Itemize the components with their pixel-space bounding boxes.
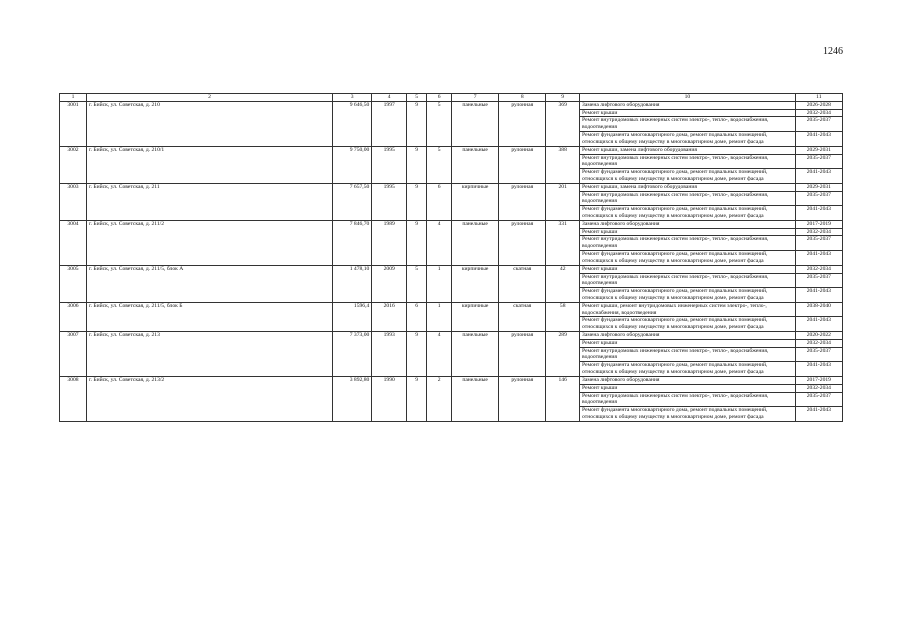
cell-address: г. Бийск, ул. Советская, д. 211 (86, 183, 332, 220)
table-row (60, 220, 843, 228)
column-header-3: 3 (332, 94, 371, 102)
table-row (60, 376, 843, 384)
cell-entrances: 4 (427, 332, 452, 377)
cell-work-period: 2020-2022 (795, 332, 842, 340)
column-header-8: 8 (499, 94, 546, 102)
cell-residents: 201 (546, 183, 580, 220)
cell-address: г. Бийск, ул. Советская, д. 211/2 (86, 220, 332, 265)
cell-address: г. Бийск, ул. Советская, д. 210/1 (86, 146, 332, 183)
cell-entrances: 1 (427, 302, 452, 331)
cell-area: 7 373,00 (332, 332, 371, 377)
table-row (60, 265, 843, 273)
table-row (60, 146, 843, 154)
cell-roof-type: рулонная (499, 376, 546, 421)
cell-residents: 331 (546, 220, 580, 265)
cell-work-type: Ремонт фундамента многоквартирного дома, ремонт подвальных помещений, относящихся к общему имуществу в многоквартирном доме, ремонт фасада (580, 251, 796, 266)
cell-work-period: 2041-2043 (795, 317, 842, 332)
cell-area: 1596,4 (332, 302, 371, 331)
cell-work-type: Ремонт фундамента многоквартирного дома, ремонт подвальных помещений, относящихся к общему имуществу в многоквартирном доме, ремонт фасада (580, 288, 796, 303)
column-header-6: 6 (427, 94, 452, 102)
cell-area: 1 478,10 (332, 265, 371, 302)
cell-work-type: Ремонт фундамента многоквартирного дома, ремонт подвальных помещений, относящихся к общему имуществу в многоквартирном доме, ремонт фасада (580, 407, 796, 422)
cell-roof-type: рулонная (499, 183, 546, 220)
cell-id: 3007 (60, 332, 87, 377)
cell-roof-type: скатная (499, 265, 546, 302)
cell-wall-material: панельные (452, 101, 499, 146)
cell-id: 3005 (60, 265, 87, 302)
cell-work-period: 2041-2043 (795, 206, 842, 221)
cell-entrances: 5 (427, 101, 452, 146)
cell-work-type: Ремонт фундамента многоквартирного дома, ремонт подвальных помещений, относящихся к общему имуществу в многоквартирном доме, ремонт фасада (580, 362, 796, 377)
cell-residents: 369 (546, 101, 580, 146)
cell-work-period: 2026-2028 (795, 101, 842, 109)
cell-work-period: 2032-2034 (795, 339, 842, 347)
cell-wall-material: кирпичные (452, 302, 499, 331)
cell-entrances: 1 (427, 265, 452, 302)
cell-work-period: 2041-2043 (795, 288, 842, 303)
cell-work-period: 2041-2043 (795, 169, 842, 184)
cell-floors: 9 (407, 376, 427, 421)
cell-work-period: 2029-2031 (795, 146, 842, 154)
cell-year: 2009 (372, 265, 407, 302)
cell-residents: 388 (546, 146, 580, 183)
column-header-11: 11 (795, 94, 842, 102)
cell-work-type: Ремонт внутридомовых инженерных систем электро-, тепло-, водоснабжения, водоотведения (580, 392, 796, 407)
table-header-row (60, 94, 843, 102)
cell-floors: 6 (407, 302, 427, 331)
cell-work-type: Ремонт фундамента многоквартирного дома, ремонт подвальных помещений, относящихся к общему имуществу в многоквартирном доме, ремонт фасада (580, 206, 796, 221)
cell-work-type: Ремонт внутридомовых инженерных систем электро-, тепло-, водоснабжения, водоотведения (580, 273, 796, 288)
column-header-7: 7 (452, 94, 499, 102)
cell-work-period: 2035-2037 (795, 236, 842, 251)
cell-floors: 9 (407, 146, 427, 183)
cell-residents: 289 (546, 332, 580, 377)
column-header-2: 2 (86, 94, 332, 102)
cell-address: г. Бийск, ул. Советская, д. 211/5, блок А (86, 265, 332, 302)
cell-work-period: 2032-2034 (795, 109, 842, 117)
cell-work-type: Ремонт крыши, ремонт внутридомовых инженерных систем электро-, тепло-, водоснабжения, водоотведения (580, 302, 796, 317)
cell-address: г. Бийск, ул. Советская, д. 213 (86, 332, 332, 377)
cell-work-period: 2035-2037 (795, 117, 842, 132)
cell-work-period: 2032-2034 (795, 228, 842, 236)
cell-work-type: Ремонт внутридомовых инженерных систем электро-, тепло-, водоснабжения, водоотведения (580, 154, 796, 169)
cell-work-period: 2032-2034 (795, 384, 842, 392)
cell-entrances: 5 (427, 146, 452, 183)
cell-work-period: 2041-2043 (795, 362, 842, 377)
cell-wall-material: кирпичные (452, 183, 499, 220)
cell-area: 3 892,80 (332, 376, 371, 421)
cell-year: 1997 (372, 101, 407, 146)
column-header-1: 1 (60, 94, 87, 102)
cell-wall-material: панельные (452, 146, 499, 183)
table-row (60, 101, 843, 109)
housing-register-table (59, 93, 843, 422)
cell-work-type: Ремонт крыши, замена лифтового оборудования (580, 146, 796, 154)
cell-work-type: Ремонт крыши (580, 228, 796, 236)
cell-work-period: 2032-2034 (795, 265, 842, 273)
cell-roof-type: рулонная (499, 146, 546, 183)
cell-roof-type: рулонная (499, 101, 546, 146)
cell-year: 1995 (372, 146, 407, 183)
cell-work-type: Ремонт внутридомовых инженерных систем электро-, тепло-, водоснабжения, водоотведения (580, 117, 796, 132)
cell-year: 1995 (372, 183, 407, 220)
cell-work-period: 2017-2019 (795, 220, 842, 228)
cell-work-type: Ремонт внутридомовых инженерных систем электро-, тепло-, водоснабжения, водоотведения (580, 191, 796, 206)
cell-work-type: Замена лифтового оборудования (580, 376, 796, 384)
cell-id: 3004 (60, 220, 87, 265)
cell-roof-type: скатная (499, 302, 546, 331)
cell-work-period: 2038-2040 (795, 302, 842, 317)
cell-wall-material: кирпичные (452, 265, 499, 302)
cell-id: 3001 (60, 101, 87, 146)
cell-work-type: Замена лифтового оборудования (580, 332, 796, 340)
cell-roof-type: рулонная (499, 220, 546, 265)
cell-work-period: 2035-2037 (795, 191, 842, 206)
cell-work-type: Ремонт крыши (580, 265, 796, 273)
cell-address: г. Бийск, ул. Советская, д. 213/2 (86, 376, 332, 421)
cell-area: 7 846,70 (332, 220, 371, 265)
column-header-9: 9 (546, 94, 580, 102)
cell-work-type: Ремонт внутридомовых инженерных систем электро-, тепло-, водоснабжения, водоотведения (580, 236, 796, 251)
cell-floors: 9 (407, 220, 427, 265)
cell-year: 1993 (372, 332, 407, 377)
table-row (60, 332, 843, 340)
cell-work-period: 2041-2043 (795, 251, 842, 266)
cell-address: г. Бийск, ул. Советская, д. 210 (86, 101, 332, 146)
table-row (60, 183, 843, 191)
column-header-5: 5 (407, 94, 427, 102)
cell-work-period: 2035-2037 (795, 392, 842, 407)
table-row (60, 302, 843, 317)
cell-id: 3006 (60, 302, 87, 331)
cell-wall-material: панельные (452, 220, 499, 265)
cell-work-period: 2041-2043 (795, 132, 842, 147)
cell-wall-material: панельные (452, 376, 499, 421)
cell-area: 9 646,50 (332, 101, 371, 146)
cell-work-period: 2041-2043 (795, 407, 842, 422)
cell-work-type: Ремонт фундамента многоквартирного дома, ремонт подвальных помещений, относящихся к общему имуществу в многоквартирном доме, ремонт фасада (580, 132, 796, 147)
column-header-10: 10 (580, 94, 796, 102)
cell-floors: 9 (407, 183, 427, 220)
cell-work-period: 2035-2037 (795, 347, 842, 362)
cell-work-type: Замена лифтового оборудования (580, 101, 796, 109)
cell-year: 2016 (372, 302, 407, 331)
cell-roof-type: рулонная (499, 332, 546, 377)
cell-wall-material: панельные (452, 332, 499, 377)
cell-work-type: Ремонт внутридомовых инженерных систем электро-, тепло-, водоснабжения, водоотведения (580, 347, 796, 362)
cell-id: 3008 (60, 376, 87, 421)
cell-work-type: Замена лифтового оборудования (580, 220, 796, 228)
cell-work-type: Ремонт фундамента многоквартирного дома, ремонт подвальных помещений, относящихся к общему имуществу в многоквартирном доме, ремонт фасада (580, 169, 796, 184)
cell-floors: 9 (407, 101, 427, 146)
cell-entrances: 4 (427, 220, 452, 265)
cell-work-type: Ремонт крыши (580, 384, 796, 392)
cell-entrances: 2 (427, 376, 452, 421)
column-header-4: 4 (372, 94, 407, 102)
cell-residents: 58 (546, 302, 580, 331)
cell-work-type: Ремонт крыши (580, 109, 796, 117)
cell-entrances: 6 (427, 183, 452, 220)
cell-year: 1989 (372, 220, 407, 265)
cell-work-period: 2035-2037 (795, 273, 842, 288)
cell-floors: 5 (407, 265, 427, 302)
cell-year: 1990 (372, 376, 407, 421)
cell-id: 3003 (60, 183, 87, 220)
cell-floors: 9 (407, 332, 427, 377)
cell-work-type: Ремонт крыши, замена лифтового оборудования (580, 183, 796, 191)
cell-residents: 42 (546, 265, 580, 302)
cell-area: 9 750,00 (332, 146, 371, 183)
cell-work-period: 2029-2031 (795, 183, 842, 191)
cell-work-type: Ремонт крыши (580, 339, 796, 347)
cell-id: 3002 (60, 146, 87, 183)
cell-area: 7 657,50 (332, 183, 371, 220)
cell-work-type: Ремонт фундамента многоквартирного дома, ремонт подвальных помещений, относящихся к общему имуществу в многоквартирном доме, ремонт фасада (580, 317, 796, 332)
cell-residents: 146 (546, 376, 580, 421)
page-number: 1246 (823, 46, 843, 57)
cell-work-period: 2017-2019 (795, 376, 842, 384)
cell-work-period: 2035-2037 (795, 154, 842, 169)
cell-address: г. Бийск, ул. Советская, д. 211/5, блок Б (86, 302, 332, 331)
